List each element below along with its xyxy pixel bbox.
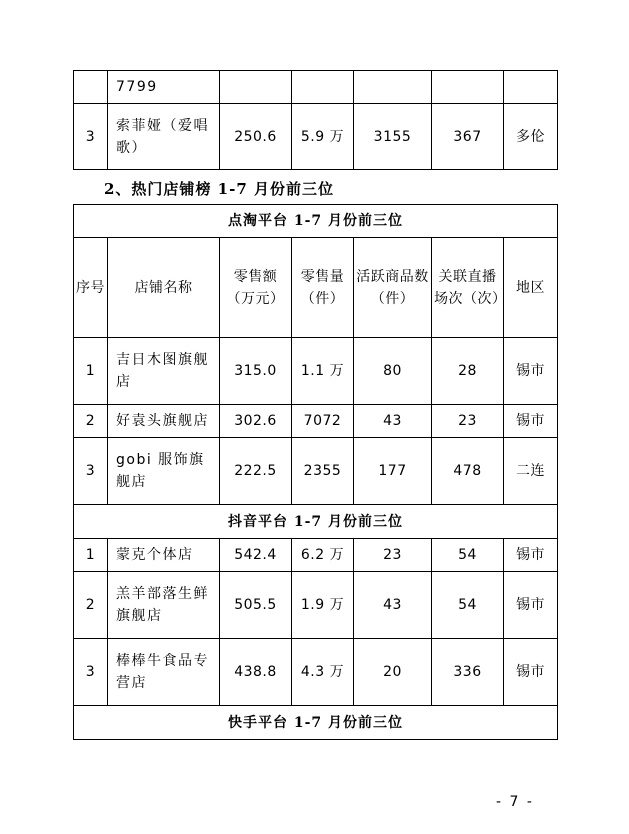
live-sessions-cell: 23: [432, 405, 504, 438]
header-volume: 零售量（件）: [292, 238, 354, 338]
volume-cell: 5.9 万: [292, 104, 354, 170]
table-row: [74, 572, 558, 639]
active-items-cell: 20: [354, 639, 432, 706]
active-items-cell: 43: [354, 572, 432, 639]
rank-cell: 1: [74, 338, 108, 405]
active-items-cell: 80: [354, 338, 432, 405]
active-items-cell: 177: [354, 438, 432, 505]
sales-cell: 542.4: [220, 539, 292, 572]
region-cell: 多伦: [504, 104, 558, 170]
live-sessions-cell: 367: [432, 104, 504, 170]
region-cell: 锡市: [504, 405, 558, 438]
region-cell: 锡市: [504, 639, 558, 706]
region-cell: 锡市: [504, 338, 558, 405]
volume-cell: [292, 71, 354, 104]
platform-caption: 抖音平台 1-7 月份前三位: [74, 505, 558, 539]
volume-cell: 6.2 万: [292, 539, 354, 572]
table-row: [74, 405, 558, 438]
rank-cell: 3: [74, 639, 108, 706]
store-name-cell: 7799: [108, 71, 220, 104]
rank-cell: 2: [74, 572, 108, 639]
active-items-cell: 23: [354, 539, 432, 572]
rank-cell: 3: [74, 104, 108, 170]
active-items-cell: 3155: [354, 104, 432, 170]
active-items-cell: [354, 71, 432, 104]
store-name-cell: 棒棒牛食品专营店: [108, 639, 220, 706]
rank-cell: 3: [74, 438, 108, 505]
region-cell: [504, 71, 558, 104]
sales-cell: 250.6: [220, 104, 292, 170]
header-rank: 序号: [74, 238, 108, 338]
live-sessions-cell: 28: [432, 338, 504, 405]
table-row: [74, 639, 558, 706]
live-sessions-cell: 336: [432, 639, 504, 706]
region-cell: 二连: [504, 438, 558, 505]
platform-caption-row: [74, 706, 558, 740]
sales-cell: 222.5: [220, 438, 292, 505]
platform-caption: 点淘平台 1-7 月份前三位: [74, 205, 558, 238]
table-row: [74, 71, 558, 104]
table-row: [74, 104, 558, 170]
sales-cell: 505.5: [220, 572, 292, 639]
region-cell: 锡市: [504, 572, 558, 639]
header-active-items: 活跃商品数（件）: [354, 238, 432, 338]
sales-cell: 302.6: [220, 405, 292, 438]
table-row: [74, 438, 558, 505]
page-number: - 7 -: [496, 794, 534, 810]
platform-caption: 快手平台 1-7 月份前三位: [74, 706, 558, 740]
live-sessions-cell: [432, 71, 504, 104]
store-name-cell: 吉日木图旗舰店: [108, 338, 220, 405]
live-sessions-cell: 478: [432, 438, 504, 505]
store-name-cell: gobi 服饰旗舰店: [108, 438, 220, 505]
sales-cell: 315.0: [220, 338, 292, 405]
live-sessions-cell: 54: [432, 539, 504, 572]
store-name-cell: 索菲娅（爱唱歌）: [108, 104, 220, 170]
hot-stores-table: [73, 204, 558, 740]
sales-cell: 438.8: [220, 639, 292, 706]
volume-cell: 1.1 万: [292, 338, 354, 405]
sales-cell: [220, 71, 292, 104]
active-items-cell: 43: [354, 405, 432, 438]
region-cell: 锡市: [504, 539, 558, 572]
continued-table: [73, 70, 558, 170]
table-row: [74, 539, 558, 572]
volume-cell: 1.9 万: [292, 572, 354, 639]
header-sales: 零售额（万元）: [220, 238, 292, 338]
store-name-cell: 好袁头旗舰店: [108, 405, 220, 438]
volume-cell: 2355: [292, 438, 354, 505]
volume-cell: 7072: [292, 405, 354, 438]
volume-cell: 4.3 万: [292, 639, 354, 706]
platform-caption-row: [74, 505, 558, 539]
header-row: [74, 238, 558, 338]
rank-cell: 1: [74, 539, 108, 572]
rank-cell: 2: [74, 405, 108, 438]
store-name-cell: 羔羊部落生鲜旗舰店: [108, 572, 220, 639]
header-store-name: 店铺名称: [108, 238, 220, 338]
header-live-sessions: 关联直播场次（次）: [432, 238, 504, 338]
platform-caption-row: [74, 205, 558, 238]
section-heading: 2、热门店铺榜 1-7 月份前三位: [104, 180, 334, 198]
live-sessions-cell: 54: [432, 572, 504, 639]
header-region: 地区: [504, 238, 558, 338]
table-row: [74, 338, 558, 405]
store-name-cell: 蒙克个体店: [108, 539, 220, 572]
rank-cell: [74, 71, 108, 104]
